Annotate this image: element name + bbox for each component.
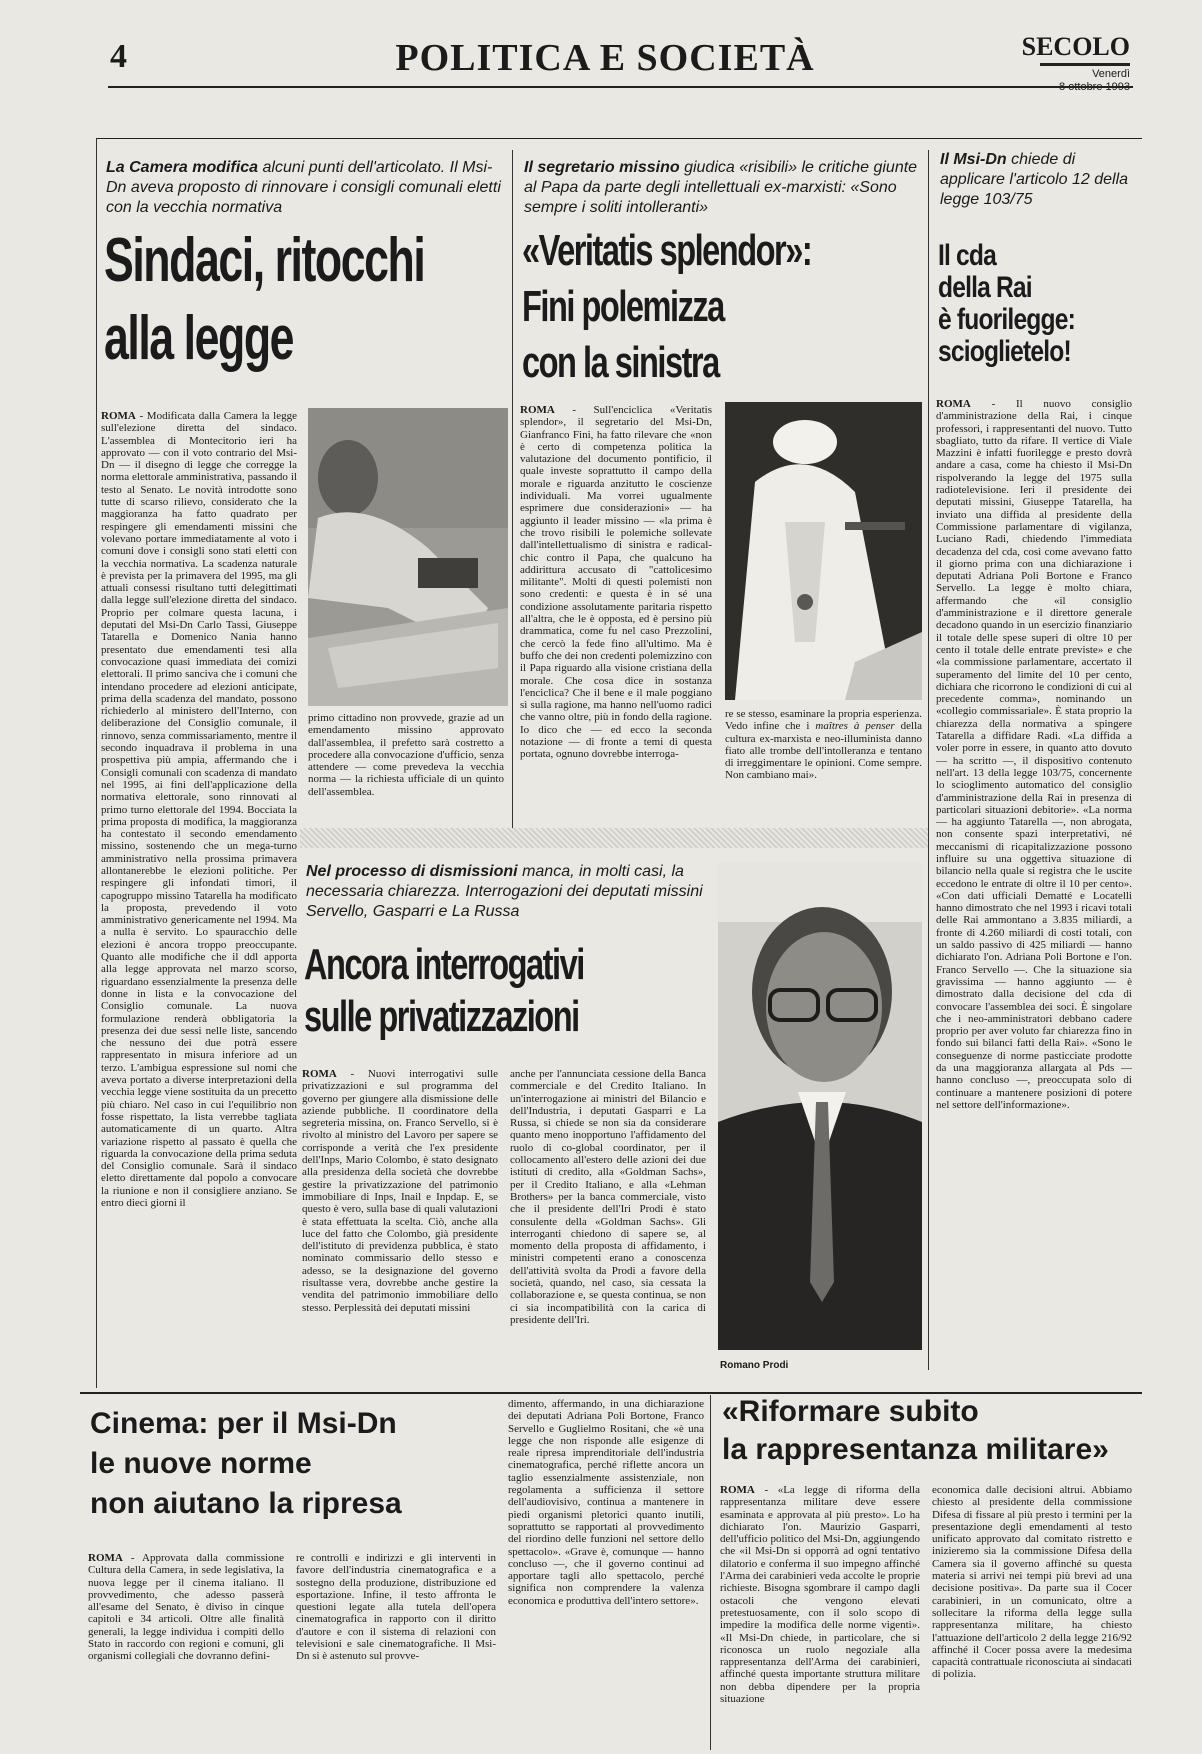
dateline: ROMA	[720, 1484, 755, 1496]
header-rule	[108, 86, 1133, 88]
kicker-text: chiede di applicare l'articolo 12 della legge 103/75	[940, 151, 1129, 208]
kicker-bold: La Camera modifica	[106, 159, 259, 176]
dateline: ROMA	[101, 410, 136, 422]
section-title: POLITICA E SOCIETÀ	[395, 37, 815, 79]
column-rule	[928, 150, 929, 1370]
article-kicker	[106, 158, 506, 218]
frame-top-rule	[96, 138, 1142, 139]
column-rule	[710, 1395, 711, 1750]
article-body	[101, 410, 297, 1380]
article-body: anche per l'annunciata cessione della Banca commerciale e del Credito Italiano. In un'interrogazione ai ministri del Bilancio e dell'Industria, i deputati Gasparri e La Russa, si chiede se non sia da considerare quanto meno inopportuno l'affidamento del ruolo di co-global coordinator, per il collocamento all'estero delle azioni dei due istituti di credito, alla «Goldman Sachs», per il Credito Italiano, e alla «Lehman Brothers» per la banca commerciale, visto che il presidente dell'Iri Prodi è stato consulente della «Goldman Sachs». Gli interroganti chiedono di sapere se, al momento della proposta di affidamento, i ministri competenti erano a conoscenza dell'attività svolta da Prodi a favore della società, quando, nel caso, sia cessata la collaborazione e, se questa continua, se non ci sia incompatibilità con la carica di presidente dell'Iri.	[510, 1068, 706, 1326]
article-headline: Ancora interrogativi	[304, 940, 584, 989]
body-italic: maîtres à penser	[815, 720, 895, 733]
article-body: economica dalle decisioni altrui. Abbiamo chiesto al presidente della commissione Difesa di fissare al più presto i termini per la presentazione degli emendamenti al testo unificato approvato dal comitato ristretto e inizieremo sia la commissione Difesa della Camera sia il governo affinché su questa materia si arrivi nei tempi più brevi ad una decisione positiva». Da parte sua il Cocer carabinieri, in un comunicato, oltre a sollecitare la riforma della legge sulla rappresentanza militare, ha chiesto l'attuazione dell'articolo 2 della legge 216/92 affinché il Cocer possa avere la medesima capacità contrattuale riconosciuta ai sindacati di polizia.	[932, 1484, 1132, 1681]
body-text: - Modificata dalla Camera la legge sull'elezione diretta del sindaco. L'assemblea di Montecitorio ieri ha approvato — con il voto contrario del Msi-Dn — il disegno di legge che corregge la norma elettorale amministrativa, passando il testo al Senato. Le novità introdotte sono tutte di scarso rilievo, considerato che la maggioranza ha fatto quadrato per respingere gli emendamenti missini che volevano portare immediatamente al voto i comuni dove i consigli sono stati eletti con la vecchia normativa. La scadenza naturale è prevista per la primavera del 1995, ma gli attuali consessi risultano tutti delegittimati dalla legge sull'elezione diretta del sindaco. Proprio per colmare questa lacuna, i deputati del Msi-Dn Carlo Tassi, Giuseppe Tatarella e Domenico Nania hanno presentato due emendamenti tesi alla convocazione quasi immediata dei comizi elettorali. Il primo sanciva che i comuni che intendano procedere ad elezioni anticipate, prima della scadenza del mandato, possono richiederlo al ministero dell'Interno, con deliberazione del Consiglio comunale, il rinnovo, senza commissariamento, mentre il secondo inquadrava il problema in una prospettiva più ampia, affermando che i Consigli comunali con scadenza di mandato nel 1995, ai fini dell'applicazione della normativa elettorale, sono rinnovati al primo turno elettorale del 1994. Bocciata la prima proposta di modifica, la maggioranza ha contestato il secondo emendamento missino, sostenendo che un mega-turno amministrativo nella prossima primavera allontanerebbe le elezioni politiche. Per respingere gli infondati timori, il capogruppo missino Tatarella ha modificato la proposta, prevedendo il voto amministrativo genericamente nel 1994. Ma a nulla è servito. Lo spauracchio delle elezioni è ancora troppo preoccupante. Quanto alle modifiche che il ddl apporta alla legge approvata nel marzo scorso, riguardano essenzialmente la presenza delle donne in lista e la convocazione del Consiglio comunale. La nuova formulazione renderà obbligatoria la presenza dei due sessi nelle liste, sancendo che nessuno dei due potrà essere rappresentato in misura inferiore ad un terzo. L'ambigua espressione sul nomi che aveva portato a diverse interpretazioni della vecchia legge viene sostituita da un precetto più chiaro. Nel caso in cui l'equilibrio non fosse rispettato, la lista verrebbe tagliata automaticamente di un quarto. Altra variazione rispetto al passato è quella che riguarda la convocazione della prima seduta del Consiglio comunale. Sarà il sindaco eletto direttamente dal popolo a convocare la riunione e non il consigliere anziano. Se entro dieci giorni il	[101, 410, 297, 1209]
frame-left-rule	[96, 138, 97, 1388]
kicker-bold: Nel processo di dismissioni	[306, 863, 518, 880]
article-kicker	[524, 158, 924, 218]
article-kicker	[306, 862, 716, 922]
article-body	[936, 398, 1132, 1378]
photo-man-at-ballot-box	[308, 408, 508, 706]
article-headline: la rappresentanza militare»	[722, 1433, 1109, 1466]
article-headline: della Rai	[938, 271, 1032, 304]
article-photo	[718, 862, 922, 1350]
article-headline: «Veritatis splendor»:	[522, 226, 812, 275]
article-headline: «Riformare subito	[722, 1395, 979, 1428]
masthead-weekday: Venerdì	[1092, 68, 1130, 80]
article-body	[520, 404, 712, 816]
article-headline: le nuove norme	[90, 1447, 312, 1480]
article-photo	[308, 408, 508, 706]
dateline: ROMA	[520, 404, 555, 416]
body-text: - «La legge di riforma della rappresentanza militare deve essere esaminata e approvata al più presto». Lo ha dichiarato l'on. Maurizio Gasparri, dell'ufficio politico del Msi-Dn, aggiungendo che «il Msi-Dn si opporrà ad ogni tentativo dilatorio e conferma il suo impegno affinché l'Arma dei carabinieri veda accolte le proprie richieste. Bisogna sgombrare il campo dagli ostacoli che vengono elevati pretestuosamente, con il solo scopo di impedire la modifica delle norme vigenti». «Il Msi-Dn chiede, in particolare, che si riconosca un ruolo negoziale alla rappresentanza dell'Arma dei carabinieri, affinché questa importante struttura militare non debba dipendere per la propria situazione	[720, 1484, 920, 1706]
article-body	[725, 708, 922, 816]
article-kicker	[940, 150, 1130, 210]
column-rule	[512, 150, 513, 830]
masthead-underline	[1040, 63, 1130, 66]
article-body	[302, 1068, 498, 1380]
kicker-text: giudica «risibili» le critiche giunte al Papa da parte degli intellettuali ex-marxisti: «Sono sempre i soliti intolleranti»	[524, 159, 918, 216]
body-text: - Il nuovo consiglio d'amministrazione della Rai, i cinque professori, i rappresentanti del nuovo. Tutto sbagliato, tutto da rifare. Il vertice di Viale Mazzini è infatti fuorilegge e presto dovrà andare a casa, come ha chiesto il Msi-Dn rispolverando la legge del 1975 sulla radiotelevisione. Ieri il presidente dei deputati missini, Giuseppe Tatarella, ha inviato una diffida al presidente della Commissione parlamentare di vigilanza, Luciano Radi, chiedendo l'immediata decadenza del cda, così come avevano fatto il giorno prima con una dichiarazione i deputati Adriana Poli Bortone e Franco Servello. La legge è molto chiara, affermando che «il consiglio d'amministrazione e il direttore generale decadono quando in un esercizio finanziario il totale delle spese superi di oltre 10 per cento il totale delle entrate previste» e che «la commissione parlamentare, accertato il superamento del limite del 10 per cento, dichiara che ricorrono le condizioni di cui al precedente comma», nominando un «collegio commissariale». È stata proprio la chiarezza della normativa a spingere Tatarella a diffidare Radi. «La diffida a voler porre in essere, in quanto atto dovuto — ha scritto —, il dispositivo contenuto nell'art. 13 della legge 103/75, concernente lo scioglimento automatico del consiglio d'amministrazione della Rai in presenza di particolari situazioni debitorie». «La norma — ha aggiunto Tatarella —, non abrogata, non consente spazi interpretativi, né meccanismi di ricapitalizzazione possono influire su una oggettiva situazione di bilancio nella quale si registra che le uscite eccedono le entrate di oltre il 10 per cento». «Con dati ufficiali Dematté e Locatelli hanno dimostrato che nel 1993 i ricavi totali delle Rai ammontano a 3.835 miliardi, a fronte di 4.260 miliardi di costi totali, con un saldo passivo di 425 miliardi — hanno dichiarato l'on. Adriana Poli Bortone e l'on. Franco Servello —. Che la situazione sia gravissima — hanno aggiunto — è dimostrato dalla decisione del cda di convocare l'assemblea dei soci. È singolare che i neo-amministratori debbano cadere proprio per aver voluto far chiarezza fino in fondo sui bilanci fatti della Rai». «Sono le conseguenze di norme pasticciate prodotte da una maggioranza allargata al Pds — hanno concluso —, preoccupata solo di continuare a mantenere posizioni di potere nel settore dell'informazione».	[936, 398, 1132, 1111]
article-headline: è fuorilegge:	[938, 303, 1075, 336]
kicker-text: manca, in molti casi, la necessaria chiarezza. Interrogazioni dei deputati missini Servello, Gasparri e La Russa	[306, 863, 703, 920]
article-headline: alla legge	[104, 304, 294, 373]
article-headline: Il cda	[938, 239, 996, 272]
article-headline: non aiutano la ripresa	[90, 1487, 402, 1520]
dateline: ROMA	[936, 398, 971, 410]
article-body: dimento, affermando, in una dichiarazione dei deputati Adriana Poli Bortone, Franco Servello e Guglielmo Rositani, che «è una legge che non risponde alle esigenze di reale ripresa imprenditoriale dell'industria cinematografica, perché riflette ancora un taglio essenzialmente assistenziale, non regolamenta a sufficienza il settore dell'audiovisivo, continua a mantenere in piedi organismi pletorici quanto inutili, soprattutto se rapportati al provvedimento del riordino delle funzioni nel settore dello spettacolo». «Grave è, comunque — hanno concluso —, che il governo continui ad apportare tagli allo spettacolo, perché significa non comprendere la valenza economica e produttiva dell'intero settore».	[508, 1398, 704, 1607]
article-body: re controlli e indirizzi e gli interventi in favore dell'industria cinematografica e a sostegno della produzione, distribuzione ed esportazione. Infine, il testo affronta le questioni legate alla tutela dell'opera cinematografica in rapporto con il diritto d'autore e con il sistema di relazioni con televisioni e sale cinematografiche. Il Msi-Dn si è astenuto sul provve-	[296, 1552, 496, 1663]
article-body: primo cittadino non provvede, grazie ad un emendamento missino approvato dall'assemblea, il prefetto sarà costretto a procedere alla convocazione d'ufficio, senza attendere — come prevedeva la vecchia norma — la richiesta ufficiale di un quinto dell'assemblea.	[308, 712, 504, 798]
article-headline: Cinema: per il Msi-Dn	[90, 1407, 397, 1440]
photo-pope	[725, 402, 922, 700]
separator-band	[300, 828, 928, 848]
masthead-logo: SECOLO	[1021, 32, 1130, 61]
article-body	[720, 1484, 920, 1746]
article-headline: con la sinistra	[522, 338, 719, 387]
article-headline: Fini polemizza	[522, 282, 724, 331]
article-photo	[725, 402, 922, 700]
kicker-bold: Il Msi-Dn	[940, 151, 1007, 168]
body-text: - Sull'enciclica «Veritatis splendor», il segretario del Msi-Dn, Gianfranco Fini, ha fatto rilevare che «non è certo di competenza politica la valutazione del documento pontificio, il quale investe soprattutto il campo della morale e riguarda anzitutto le coscienze individuali. Ma vorrei ugualmente esprimere due considerazioni» — ha aggiunto il leader missino — «la prima è che trovo risibili le polemiche sollevate dall'intellettualismo di sinistra e radical-chic contro il Papa, che qualcuno ha addirittura accusato di "cattolicesimo militante". Molti di questi polemisti non sono credenti: e questa è in sé una condizione assolutamente paritaria rispetto all'altra, che le è opposta, ed è persino più drammatica, come fu nel caso Prezzolini, che cercò la fede fino all'ultimo. Ma è buffo che dei non credenti polemizzino con il Papa riguardo alla visione cristiana della morale. Che cosa dice in sostanza l'enciclica? Che il bene e il male poggiano sì sulla ragione, ma hanno nell'uomo radici che vanno oltre, più in fondo della ragione. Io dico che — ed ecco la seconda notazione — di fronte a temi di questa portata, ognuno dovrebbe interroga-	[520, 404, 712, 761]
body-text: - Nuovi interrogativi sulle privatizzazioni e sul programma del governo per giungere alla dismissione delle aziende pubbliche. Il coordinatore della segreteria missina, on. Franco Servello, si è rivolto al ministro del Lavoro per sapere se corrisponde a verità che l'ex presidente dell'Inps, Mario Colombo, è stato designato alla presidenza della società che dovrebbe gestire la privatizzazione del patrimonio immobiliare di Inps, Inail e Inpdap. E, se questo è vero, sulla base di quali valutazioni è stata effettuata la scelta. Ciò, anche alla luce del fatto che Colombo, già presidente dell'istituto di previdenza pubblica, è stato nominato commissario dello stesso e adesso, se la designazione del governo risultasse vera, dovrebbe anche gestire la vendita del patrimonio immobiliare dello stesso. Perplessità dei deputati missini	[302, 1068, 498, 1314]
article-headline: sulle privatizzazioni	[304, 992, 579, 1041]
article-headline: Sindaci, ritocchi	[104, 226, 425, 295]
kicker-text: alcuni punti dell'articolato. Il Msi-Dn aveva proposto di rinnovare i consigli comunali eletti con la vecchia normativa	[106, 159, 501, 216]
photo-caption: Romano Prodi	[720, 1360, 789, 1371]
body-text: - Approvata dalla commissione Cultura della Camera, in sede legislativa, la nuova legge per il cinema italiano. Il provvedimento, che adesso passerà all'esame del Senato, è diviso in cinque capitoli e 34 articoli. Oltre alle finalità generali, la legge individua i compiti dello Stato in raccordo con regioni e comuni, gli organismi collegiali che dovranno defini-	[88, 1552, 284, 1663]
kicker-bold: Il segretario missino	[524, 159, 680, 176]
body-text: re se stesso, esaminare la propria esperienza. Vedo infine che i	[725, 708, 922, 733]
dateline: ROMA	[302, 1068, 337, 1080]
page-number: 4	[110, 38, 127, 75]
article-headline: scioglietelo!	[938, 335, 1071, 368]
dateline: ROMA	[88, 1552, 123, 1564]
photo-romano-prodi	[718, 862, 922, 1350]
body-text: della cultura ex-marxista e neo-illuminista danno fiato alle trombe dell'intolleranza e tentano di irreggimentare le opinioni. Come sempre. Non cambiano mai».	[725, 720, 922, 782]
article-body	[88, 1552, 284, 1748]
